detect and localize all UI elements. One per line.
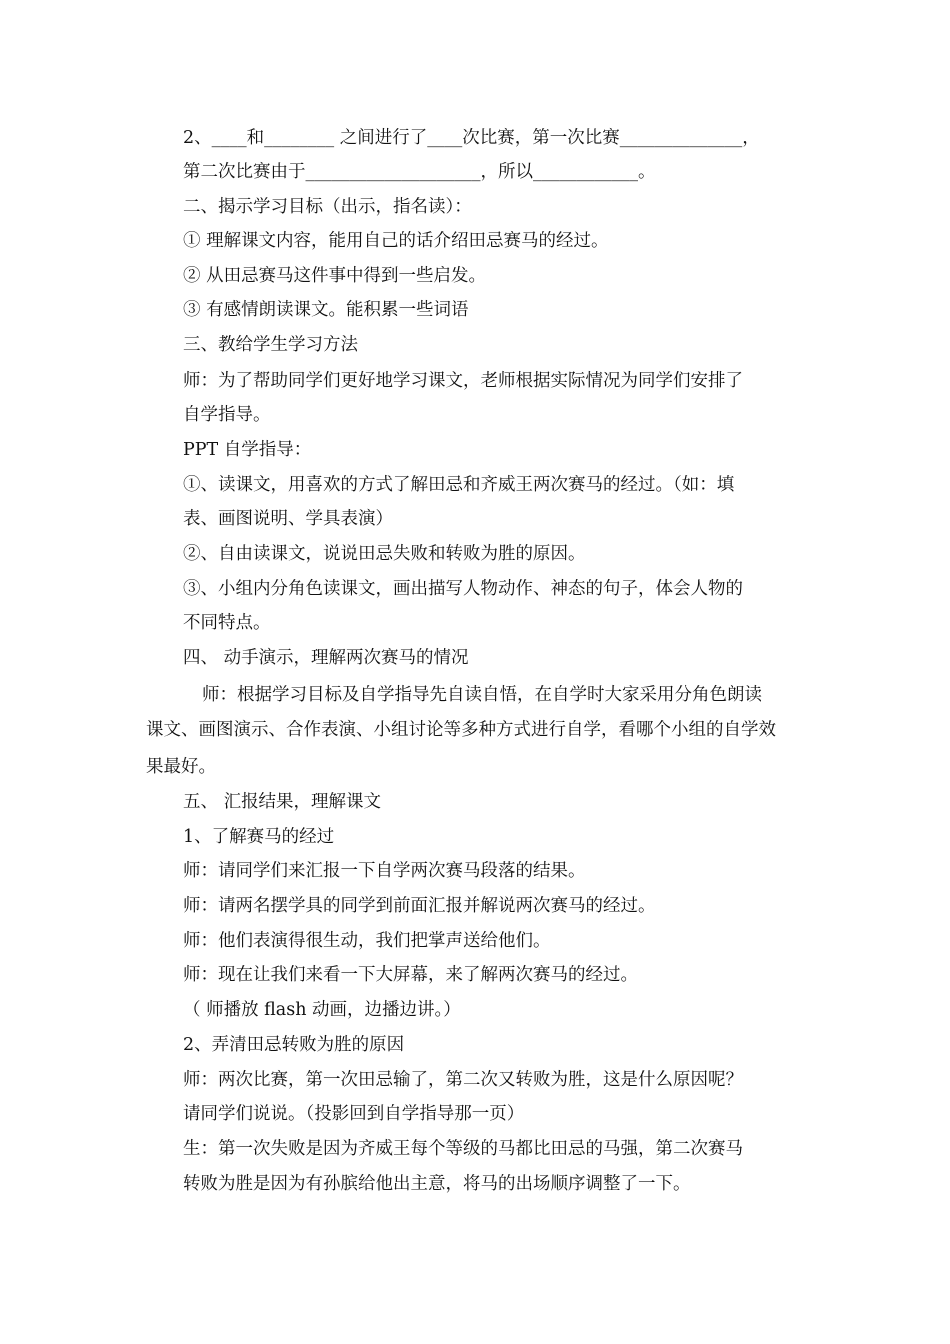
- subheading-1: 1、了解赛马的经过: [183, 827, 335, 847]
- section-heading-2: 二、揭示学习目标（出示，指名读）：: [183, 197, 472, 217]
- guide-item-3: ③、小组内分角色读课文，画出描写人物动作、神态的句子，体会人物的: [183, 579, 743, 599]
- teacher-paragraph-end: 果最好。: [146, 757, 216, 777]
- teacher-paragraph: 师：根据学习目标及自学指导先自读自悟，在自学时大家采用分角色朗读: [202, 685, 762, 705]
- guide-item-1: ①、读课文，用喜欢的方式了解田忌和齐威王两次赛马的经过。（如：填: [183, 475, 735, 495]
- teacher-question-cont: 请同学们说说。（投影回到自学指导那一页）: [183, 1104, 525, 1124]
- teacher-line: 师：为了帮助同学们更好地学习课文，老师根据实际情况为同学们安排了: [183, 371, 743, 391]
- guide-item-2: ②、自由读课文，说说田忌失败和转败为胜的原因。: [183, 544, 586, 564]
- guide-item-1-cont: 表、画图说明、学具表演）: [183, 509, 393, 529]
- teacher-line-4: 师：现在让我们来看一下大屏幕，来了解两次赛马的经过。: [183, 965, 638, 985]
- student-answer: 生：第一次失败是因为齐威王每个等级的马都比田忌的马强，第二次赛马: [183, 1139, 743, 1159]
- section-heading-4: 四、 动手演示，理解两次赛马的情况: [183, 648, 469, 668]
- teacher-line-3: 师：他们表演得很生动，我们把掌声送给他们。: [183, 931, 551, 951]
- teacher-line-2: 师：请两名摆学具的同学到前面汇报并解说两次赛马的经过。: [183, 896, 656, 916]
- teacher-paragraph-cont: 课文、画图演示、合作表演、小组讨论等多种方式进行自学，看哪个小组的自学效: [146, 720, 776, 740]
- student-answer-cont: 转败为胜是因为有孙膑给他出主意，将马的出场顺序调整了一下。: [183, 1174, 691, 1194]
- ppt-guide-heading: PPT 自学指导：: [183, 440, 312, 460]
- fill-in-question-2-cont: 第二次比赛由于____________________，所以____________。: [183, 162, 656, 182]
- stage-direction: （ 师播放 flash 动画，边播边讲。）: [183, 1000, 461, 1020]
- teacher-line-1: 师：请同学们来汇报一下自学两次赛马段落的结果。: [183, 861, 586, 881]
- goal-item-2: ② 从田忌赛马这件事中得到一些启发。: [183, 266, 487, 286]
- teacher-line-cont: 自学指导。: [183, 405, 271, 425]
- goal-item-1: ① 理解课文内容，能用自己的话介绍田忌赛马的经过。: [183, 231, 609, 251]
- section-heading-3: 三、教给学生学习方法: [183, 335, 358, 355]
- subheading-2: 2、弄清田忌转败为胜的原因: [183, 1035, 405, 1055]
- section-heading-5: 五、 汇报结果，理解课文: [183, 792, 382, 812]
- teacher-question: 师：两次比赛，第一次田忌输了，第二次又转败为胜，这是什么原因呢？: [183, 1070, 743, 1090]
- goal-item-3: ③ 有感情朗读课文。能积累一些词语: [183, 300, 469, 320]
- guide-item-3-cont: 不同特点。: [183, 613, 271, 633]
- fill-in-question-2: 2、____和________ 之间进行了____次比赛，第一次比赛______________，: [183, 128, 760, 148]
